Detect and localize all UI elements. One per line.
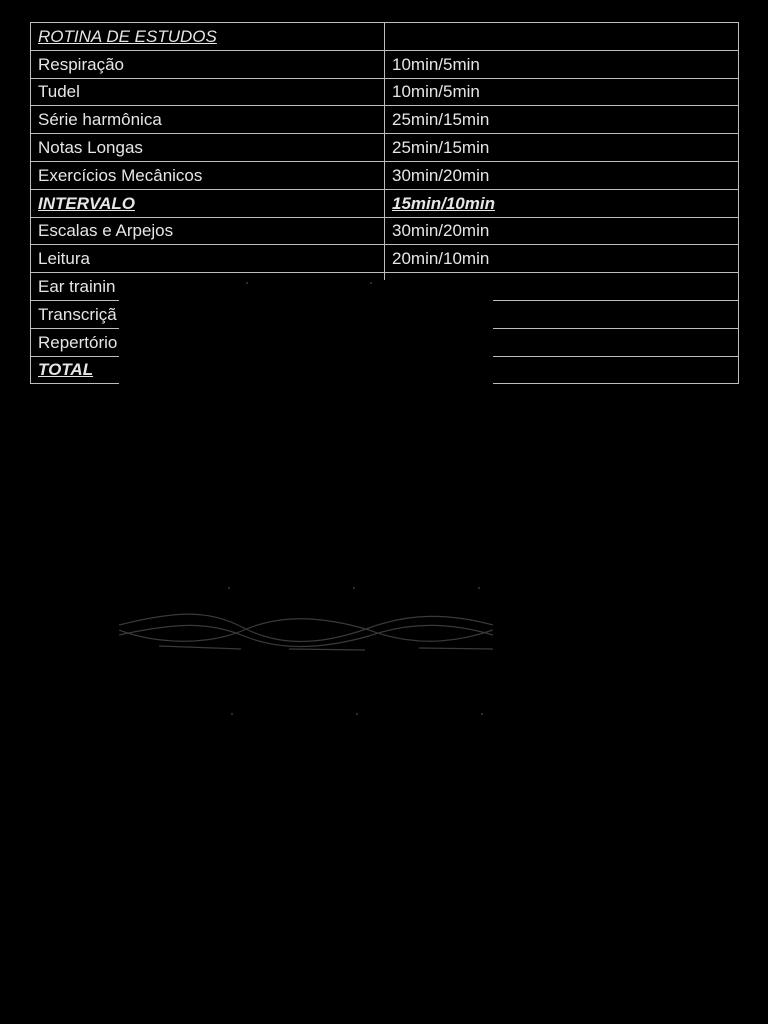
activity-cell: Respiração [31,50,385,78]
table-title: ROTINA DE ESTUDOS [38,26,217,46]
activity-cell: Transcriçã [31,300,385,328]
activity-cell: Leitura [31,245,385,273]
wave-line [119,625,493,646]
wave-line [159,646,241,649]
table-row [31,106,739,134]
table-title-value-cell [385,23,739,51]
table-row [31,161,739,189]
break-activity-cell [31,189,385,217]
total-label: TOTAL [38,360,94,380]
time-cell: 10min/5min [385,50,739,78]
wave-line [119,619,493,642]
table-row [31,78,739,106]
break-label: INTERVALO [38,193,135,213]
time-cell: 20min/10min [385,245,739,273]
graphic-dot [246,282,248,284]
time-cell: 30min/20min [385,217,739,245]
table-row [31,134,739,162]
overlay-wave-graphic [119,280,493,730]
wave-line [289,649,365,650]
table-row [31,245,739,273]
activity-cell: Ear trainin [31,273,385,301]
time-cell: 10min/5min [385,78,739,106]
time-cell: 25min/15min [385,134,739,162]
graphic-dot [356,713,358,715]
break-time-cell [385,189,739,217]
table-header-row [31,23,739,51]
graphic-dot [231,713,233,715]
break-time: 15min/10min [392,193,495,213]
table-row [31,50,739,78]
table-title-cell [31,23,385,51]
activity-cell: Série harmônica [31,106,385,134]
wave-line [119,614,493,641]
activity-cell: Exercícios Mecânicos [31,161,385,189]
graphic-dot [478,587,480,589]
graphic-dot [228,587,230,589]
graphic-dot [353,587,355,589]
table-row-break [31,189,739,217]
activity-cell: Notas Longas [31,134,385,162]
graphic-dot [481,713,483,715]
time-cell: 25min/15min [385,106,739,134]
graphic-dot [370,282,372,284]
activity-cell: Escalas e Arpejos [31,217,385,245]
table-row [31,217,739,245]
activity-cell: Repertório [31,328,385,356]
time-cell: 30min/20min [385,161,739,189]
activity-cell: Tudel [31,78,385,106]
wave-line [419,648,493,649]
overlay-panel [119,280,493,730]
